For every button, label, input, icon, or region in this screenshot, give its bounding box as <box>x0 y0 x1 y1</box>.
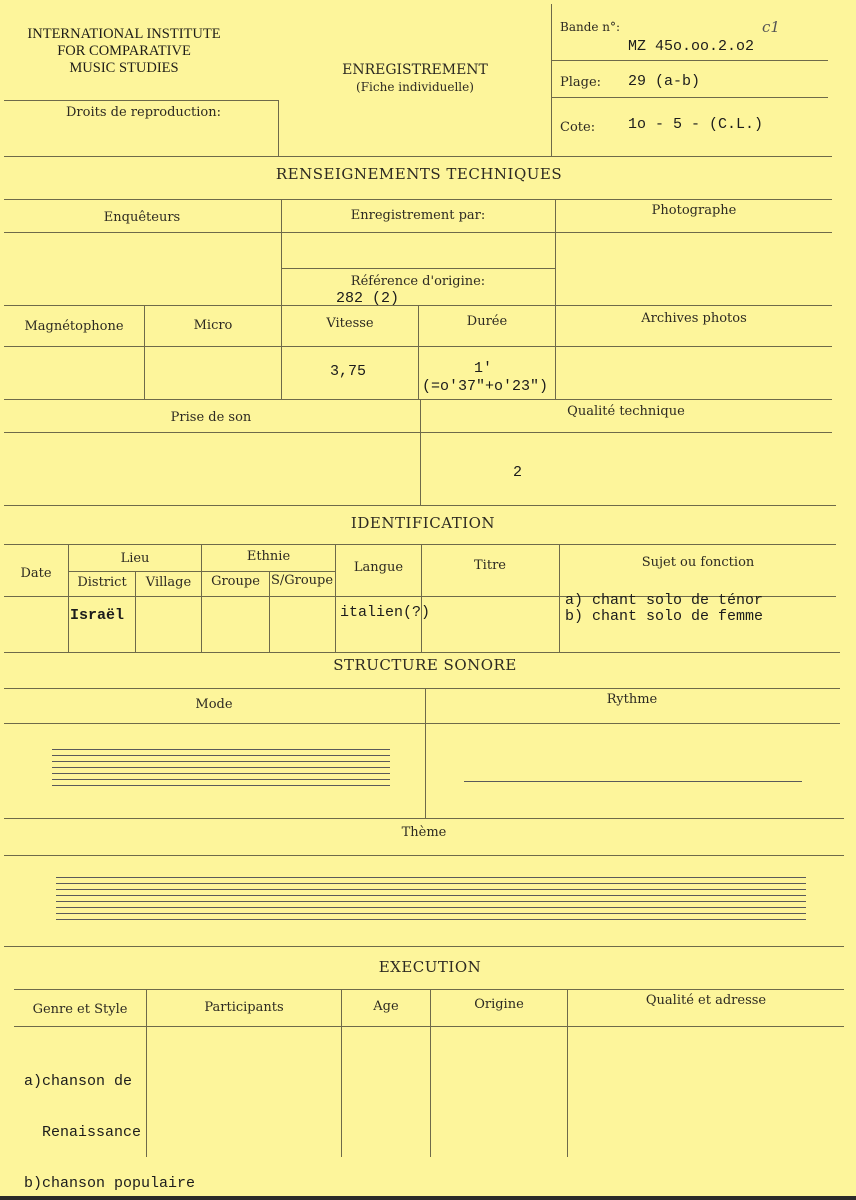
sujet-value-a: a) chant solo de ténor <box>565 592 764 609</box>
duree-value-line-2: (=o'37"+o'23") <box>422 378 549 395</box>
divider <box>341 989 342 1157</box>
divider <box>551 4 552 156</box>
cote-label: Cote: <box>560 120 596 135</box>
district-value: Israël <box>70 607 125 624</box>
divider <box>4 946 844 947</box>
plage-value: 29 (a-b) <box>628 73 701 90</box>
enregistrement-label: Enregistrement par: <box>350 208 486 223</box>
divider <box>335 544 336 652</box>
institute-line-2: FOR COMPARATIVE <box>57 43 191 59</box>
divider <box>551 60 828 61</box>
divider <box>69 571 335 572</box>
divider <box>551 97 828 98</box>
divider <box>555 199 556 399</box>
age-label: Age <box>373 999 399 1014</box>
divider <box>4 723 840 724</box>
magnetophone-label: Magnétophone <box>24 319 124 334</box>
reference-value: 282 (2) <box>336 290 400 307</box>
qualite-adresse-label: Qualité et adresse <box>645 993 767 1008</box>
photographe-label: Photographe <box>651 203 737 218</box>
form-title: ENREGISTREMENT <box>342 62 488 78</box>
divider <box>201 544 202 652</box>
enqueteurs-label: Enquêteurs <box>103 210 181 225</box>
section-title-structure: STRUCTURE SONORE <box>333 656 517 674</box>
duree-value-line-1: 1' <box>474 360 493 377</box>
divider <box>559 544 560 652</box>
theme-label: Thème <box>401 825 447 840</box>
divider <box>421 544 422 652</box>
institute-line-1: INTERNATIONAL INSTITUTE <box>27 26 221 42</box>
mode-staff <box>52 749 390 791</box>
divider <box>4 544 836 545</box>
section-title-technique: RENSEIGNEMENTS TECHNIQUES <box>275 165 563 183</box>
divider <box>4 505 836 506</box>
archives-label: Archives photos <box>641 311 747 326</box>
form-subtitle: (Fiche individuelle) <box>356 80 474 94</box>
divider <box>281 199 282 399</box>
langue-value: italien(?) <box>340 604 431 621</box>
divider <box>269 571 270 652</box>
date-label: Date <box>20 566 52 581</box>
cote-value: 1o - 5 - (C.L.) <box>628 116 764 133</box>
vitesse-label: Vitesse <box>326 316 374 331</box>
vitesse-value: 3,75 <box>330 363 367 380</box>
institute-name <box>2 26 246 77</box>
genre-value-line-3: b)chanson populaire <box>24 1175 196 1192</box>
divider <box>14 1026 844 1027</box>
village-label: Village <box>145 575 192 590</box>
genre-value-line-1: a)chanson de <box>24 1073 133 1090</box>
rythme-label: Rythme <box>606 692 658 707</box>
rythme-line <box>464 781 802 782</box>
genre-value-line-2: Renaissance <box>24 1124 142 1141</box>
divider <box>425 688 426 818</box>
groupe-label: Groupe <box>211 574 260 589</box>
section-title-identification: IDENTIFICATION <box>350 514 496 532</box>
titre-label: Titre <box>474 558 506 573</box>
bande-value: MZ 45o.oo.2.o2 <box>628 38 755 55</box>
divider <box>14 989 844 990</box>
divider <box>4 346 832 347</box>
divider <box>278 100 279 156</box>
section-title-execution: EXECUTION <box>378 958 482 976</box>
divider <box>281 268 555 269</box>
rights-label: Droits de reproduction: <box>66 105 222 120</box>
divider <box>4 156 832 157</box>
sujet-value-b: b) chant solo de femme <box>565 608 764 625</box>
lieu-label: Lieu <box>120 551 150 566</box>
institute-line-3: MUSIC STUDIES <box>69 60 179 76</box>
theme-staff <box>56 877 806 925</box>
duree-label: Durée <box>466 314 508 329</box>
qualite-technique-label: Qualité technique <box>567 404 685 419</box>
divider <box>420 399 421 505</box>
divider <box>4 399 832 400</box>
ethnie-label: Ethnie <box>246 549 291 564</box>
divider <box>4 652 840 653</box>
divider <box>4 818 844 819</box>
sgroupe-label: S/Groupe <box>270 573 334 588</box>
divider <box>4 232 832 233</box>
sujet-label: Sujet ou fonction <box>641 555 755 570</box>
mode-label: Mode <box>195 697 233 712</box>
genre-values <box>24 1039 195 1196</box>
genre-label: Genre et Style <box>32 1002 128 1017</box>
prise-de-son-label: Prise de son <box>170 410 252 425</box>
divider <box>135 571 136 652</box>
micro-label: Micro <box>193 318 233 333</box>
divider <box>4 100 278 101</box>
plage-label: Plage: <box>560 75 602 90</box>
langue-label: Langue <box>353 560 404 575</box>
divider <box>4 199 832 200</box>
divider <box>4 432 832 433</box>
divider <box>567 989 568 1157</box>
bande-handwritten-mark: c1 <box>762 18 780 36</box>
qualite-technique-value: 2 <box>513 464 523 481</box>
divider <box>68 544 69 652</box>
district-label: District <box>77 575 127 590</box>
participants-label: Participants <box>204 1000 284 1015</box>
divider <box>430 989 431 1157</box>
bande-label: Bande n°: <box>560 20 621 34</box>
divider <box>4 855 844 856</box>
origine-label: Origine <box>474 997 524 1012</box>
reference-label: Référence d'origine: <box>350 274 486 289</box>
divider <box>4 688 840 689</box>
